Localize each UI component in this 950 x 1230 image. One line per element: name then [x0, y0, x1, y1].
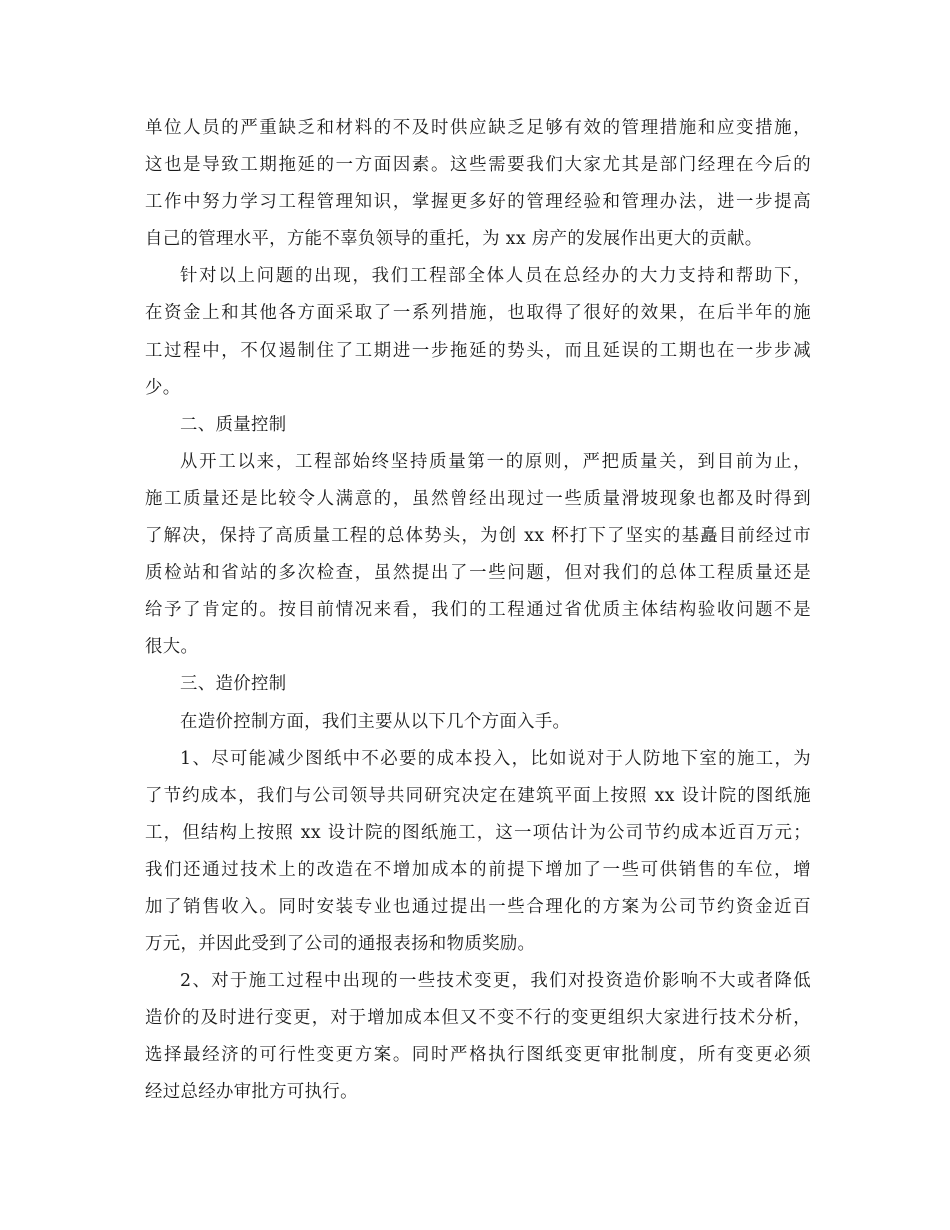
text-line: 2、对于施工过程中出现的一些技术变更，我们对投资造价影响不大或者降低 [180, 971, 811, 992]
text-line: 少。 [145, 377, 181, 398]
text-line: 三、造价控制 [180, 674, 287, 695]
text-line: 在造价控制方面，我们主要从以下几个方面入手。 [180, 711, 571, 732]
text-line: 给予了肯定的。按目前情况来看，我们的工程通过省优质主体结构验收问题不是 [145, 600, 811, 621]
text-line: 造价的及时进行变更，对于增加成本但又不变不行的变更组织大家进行技术分析， [145, 1008, 811, 1029]
text-line: 质检站和省站的多次检查，虽然提出了一些问题，但对我们的总体工程质量还是 [145, 563, 811, 584]
text-line: 自己的管理水平，方能不辜负领导的重托，为 xx 房产的发展作出更大的贡献。 [145, 229, 763, 250]
text-line: 1、尽可能减少图纸中不必要的成本投入，比如说对于人防地下室的施工，为 [180, 748, 811, 769]
text-line: 经过总经办审批方可执行。 [145, 1082, 358, 1103]
text-line: 我们还通过技术上的改造在不增加成本的前提下增加了一些可供销售的车位，增 [145, 859, 811, 880]
text-line: 工过程中，不仅遏制住了工期进一步拖延的势头，而且延误的工期也在一步步减 [145, 340, 811, 361]
text-line: 这也是导致工期拖延的一方面因素。这些需要我们大家尤其是部门经理在今后的 [145, 155, 811, 176]
text-line: 单位人员的严重缺乏和材料的不及时供应缺乏足够有效的管理措施和应变措施， [145, 118, 811, 138]
text-line: 了节约成本，我们与公司领导共同研究决定在建筑平面上按照 xx 设计院的图纸施 [145, 785, 811, 806]
text-line: 从开工以来，工程部始终坚持质量第一的原则，严把质量关，到目前为止， [180, 451, 811, 472]
text-line: 二、质量控制 [180, 414, 287, 435]
text-line: 针对以上问题的出现，我们工程部全体人员在总经办的大力支持和帮助下， [180, 266, 811, 287]
text-line: 工，但结构上按照 xx 设计院的图纸施工，这一项估计为公司节约成本近百万元； [145, 822, 811, 843]
text-line: 很大。 [145, 637, 199, 658]
text-line: 万元，并因此受到了公司的通报表扬和物质奖励。 [145, 934, 536, 955]
text-line: 施工质量还是比较令人满意的，虽然曾经出现过一些质量滑坡现象也都及时得到 [145, 488, 811, 509]
text-line: 加了销售收入。同时安装专业也通过提出一些合理化的方案为公司节约资金近百 [145, 896, 811, 917]
text-line: 了解决，保持了高质量工程的总体势头，为创 xx 杯打下了坚实的基矗目前经过市 [145, 526, 811, 547]
text-line: 选择最经济的可行性变更方案。同时严格执行图纸变更审批制度，所有变更必须 [145, 1045, 811, 1066]
text-line: 工作中努力学习工程管理知识，掌握更多好的管理经验和管理办法，进一步提高 [145, 192, 811, 213]
document-page [145, 110, 811, 1112]
text-line: 在资金上和其他各方面采取了一系列措施，也取得了很好的效果，在后半年的施 [145, 303, 811, 324]
